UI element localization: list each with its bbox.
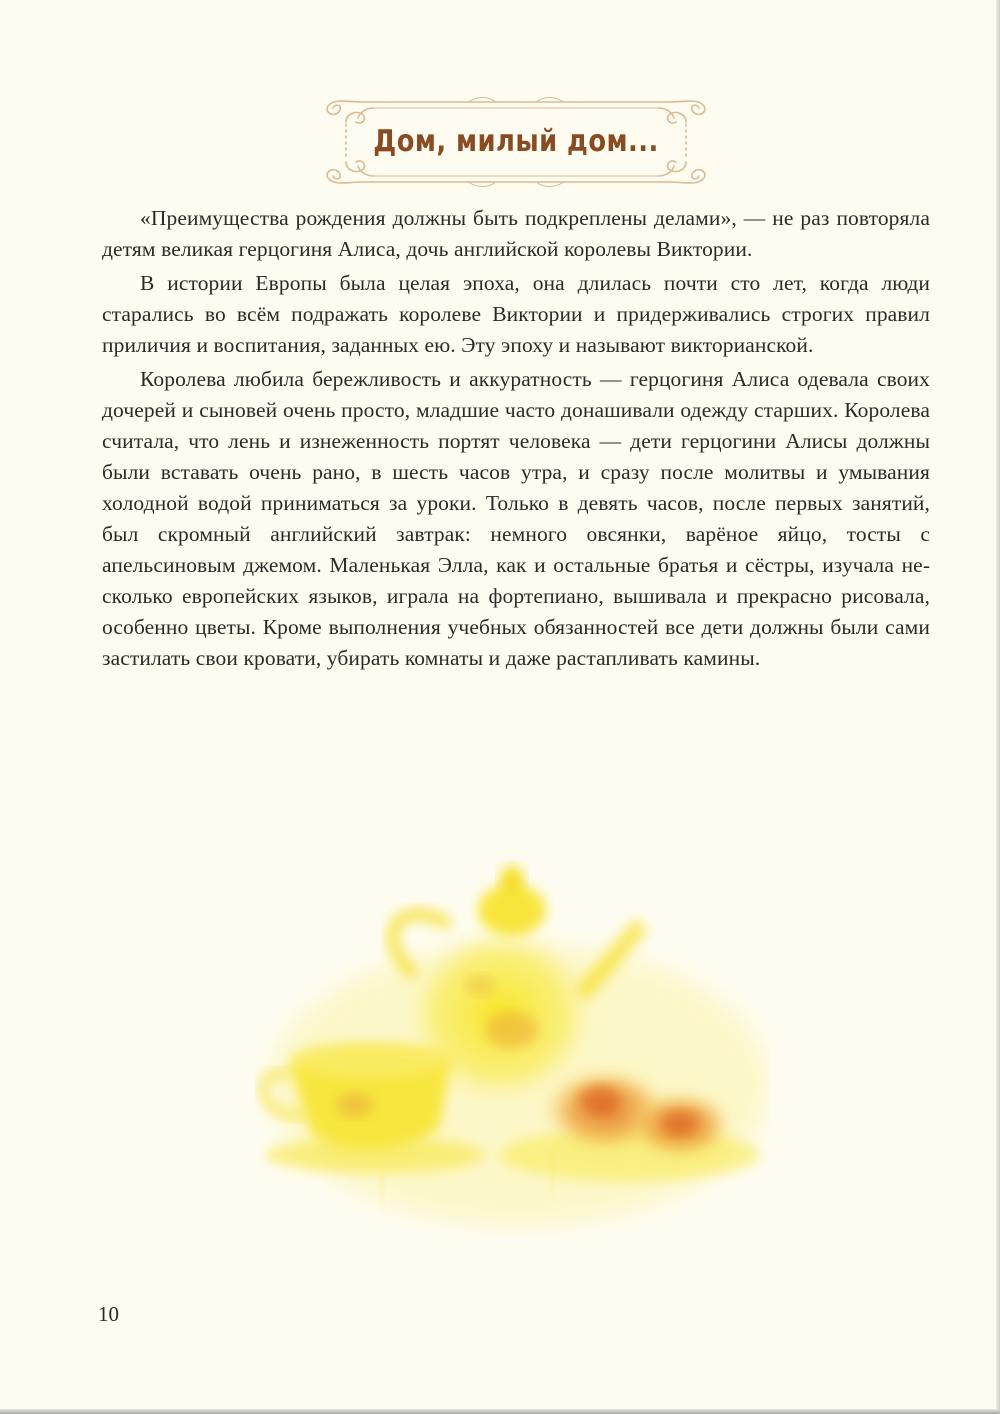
page-edge (0, 1409, 1000, 1414)
page-edge (996, 0, 1000, 1414)
teapot-illustration (250, 855, 770, 1235)
page-title: Дом, милый дом... (373, 124, 659, 159)
article-body (102, 203, 930, 674)
teapot-cup-and-cakes-icon (250, 855, 770, 1235)
paragraph: В истории Европы была целая эпоха, она длилась почти сто лет, когда люди старались во всём подражать королеве Виктории и придерживались строгих правил приличия и воспитания, заданных ею. Эту эпоху и называют викторианской. (102, 271, 930, 357)
page-number: 10 (98, 1302, 119, 1326)
title-cartouche (318, 92, 714, 192)
paragraph: «Преимущества рождения должны быть подкреплены делами», — не раз повторяла детям великая герцогиня Алиса, дочь английской королевы Виктории. (102, 206, 930, 261)
paragraph: Королева любила бережливость и аккуратность — герцогиня Алиса одевала своих дочерей и сыновей очень просто, младшие часто донашивали одежду старших. Королева считала, что лень и изнеженность портят человека — дети герцогини Алисы должны были вставать очень рано, в шесть часов утра, и сразу после молитвы и умывания холодной водой приниматься за уроки. Только в девять часов, после первых занятий, был скромный английский завтрак: немного овсянки, варёное яйцо, тосты с апельсиновым джемом. Маленькая Элла, как и остальные братья и сёстры, изучала несколько европейских языков, играла на фортепиано, вышивала и прекрасно рисовала, особенно цветы. Кроме выполнения учебных обязанностей все дети должны были сами застилать свои кровати, убирать комнаты и даже растапливать камины. (102, 367, 930, 670)
